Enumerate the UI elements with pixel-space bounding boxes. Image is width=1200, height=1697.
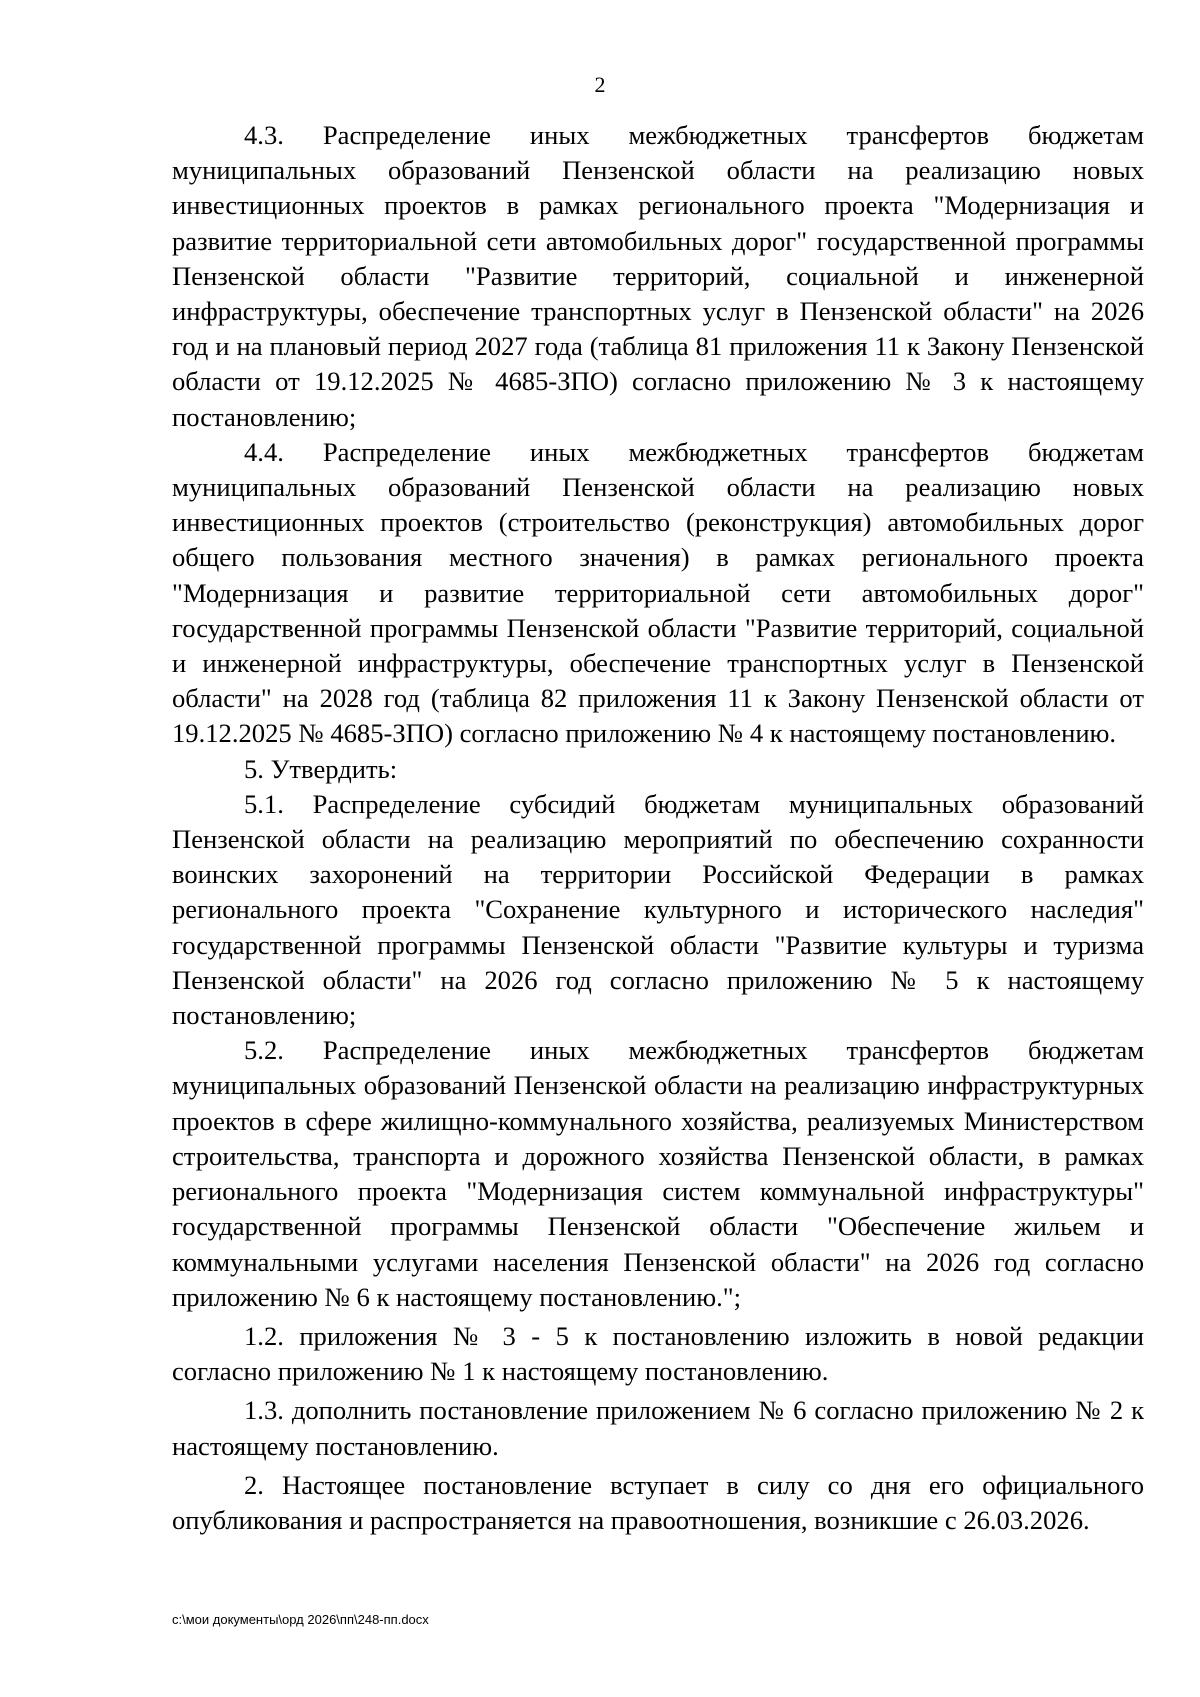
- paragraph-2: 2. Настоящее постановление вступает в силу со дня его официального опубликования и распространяется на правоотношения, возникшие с 26.03.2026.: [172, 1469, 1144, 1535]
- paragraph-5-2: 5.2. Распределение иных межбюджетных трансфертов бюджетам муниципальных образований Пензенской области на реализацию инфраструктурных проектов в сфере жилищно-коммунального хозяйства, реализуемых Министерством строительства, транспорта и дорожного хозяйства Пензенской области, в рамках регионального проекта "Модернизация систем коммунальной инфраструктуры" государственной программы Пензенской области "Обеспечение жильем и коммунальными услугами населения Пензенской области" на 2026 год согласно приложению № 6 к настоящему постановлению.";: [172, 1035, 1144, 1312]
- paragraph-4-4: 4.4. Распределение иных межбюджетных трансфертов бюджетам муниципальных образований Пензенской области на реализацию новых инвестиционных проектов (строительство (реконструкция) автомобильных дорог общего пользования местного значения) в рамках регионального проекта "Модернизация и развитие территориальной сети автомобильных дорог" государственной программы Пензенской области "Развитие территорий, социальной и инженерной инфраструктуры, обеспечение транспортных услуг в Пензенской области" на 2028 год (таблица 82 приложения 11 к Закону Пензенской области от 19.12.2025 № 4685-ЗПО) согласно приложению № 4 к настоящему постановлению.: [172, 436, 1144, 749]
- paragraph-1-2: 1.2. приложения № 3 - 5 к постановлению изложить в новой редакции согласно приложению № 1 к настоящему постановлению.: [172, 1320, 1144, 1387]
- footer-file-path: c:\мои документы\орд 2026\пп\248-пп.docx: [172, 1612, 429, 1627]
- document-body: [172, 118, 1144, 1538]
- paragraph-5-1: 5.1. Распределение субсидий бюджетам муниципальных образований Пензенской области на реализацию мероприятий по обеспечению сохранности воинских захоронений на территории Российской Федерации в рамках регионального проекта "Сохранение культурного и исторического наследия" государственной программы Пензенской области "Развитие культуры и туризма Пензенской области" на 2026 год согласно приложению № 5 к настоящему постановлению;: [172, 788, 1144, 1031]
- page-number: 2: [594, 72, 606, 97]
- paragraph-4-3: 4.3. Распределение иных межбюджетных трансфертов бюджетам муниципальных образований Пензенской области на реализацию новых инвестиционных проектов в рамках регионального проекта "Модернизация и развитие территориальной сети автомобильных дорог" государственной программы Пензенской области "Развитие территорий, социальной и инженерной инфраструктуры, обеспечение транспортных услуг в Пензенской области" на 2026 год и на плановый период 2027 года (таблица 81 приложения 11 к Закону Пензенской области от 19.12.2025 № 4685-ЗПО) согласно приложению № 3 к настоящему постановлению;: [172, 120, 1144, 432]
- paragraph-1-3: 1.3. дополнить постановление приложением № 6 согласно приложению № 2 к настоящему постановлению.: [172, 1395, 1144, 1461]
- paragraph-5: 5. Утвердить:: [244, 753, 398, 784]
